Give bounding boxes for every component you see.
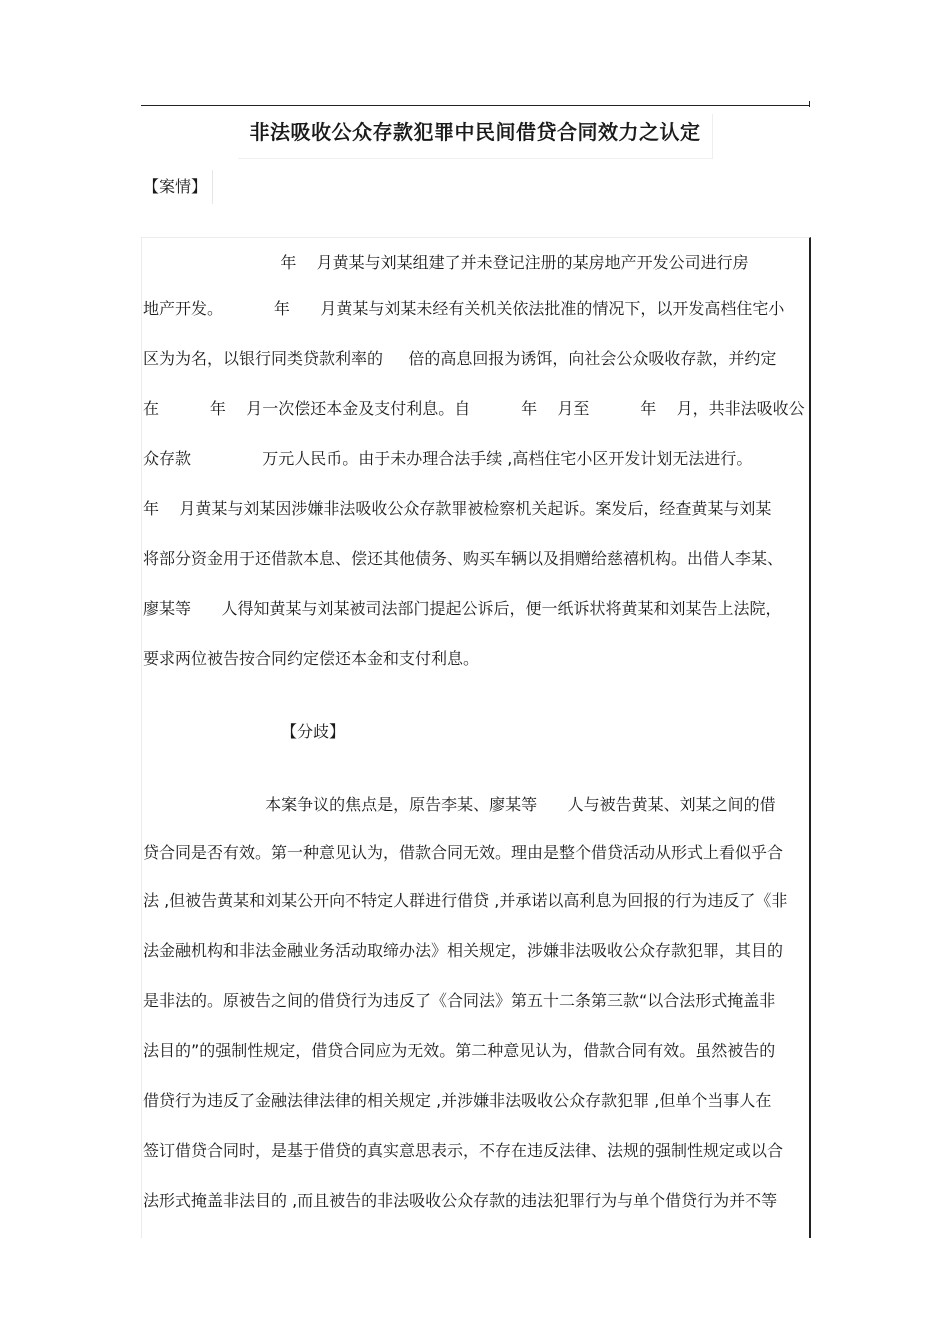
dispute-line: 法 ,但被告黄某和刘某公开向不特定人群进行借贷 ,并承诺以高利息为回报的行为违反了《非 [143, 891, 788, 910]
case-line: 众存款 万元人民币。由于未办理合法手续 ,高档住宅小区开发计划无法进行。 [143, 449, 753, 468]
dispute-line: 法目的”的强制性规定，借贷合同应为无效。第二种意见认为，借款合同有效。虽然被告的 [143, 1041, 776, 1060]
dispute-line: 法金融机构和非法金融业务活动取缔办法》相关规定，涉嫌非法吸收公众存款犯罪，其目的 [143, 941, 784, 960]
content-box [141, 237, 811, 1238]
case-line: 地产开发。 年 月黄某与刘某未经有关机关依法批准的情况下，以开发高档住宅小 [143, 299, 785, 318]
case-line: 在 年 月一次偿还本金及支付利息。自 年 月至 年 月，共非法吸收公 [143, 399, 805, 418]
case-line: 廖某等 人得知黄某与刘某被司法部门提起公诉后，便一纸诉状将黄某和刘某告上法院， [143, 599, 782, 618]
dispute-line: 是非法的。原被告之间的借贷行为违反了《合同法》第五十二条第三款“以合法形式掩盖非 [143, 991, 776, 1010]
dispute-line: 签订借贷合同时，是基于借贷的真实意思表示，不存在违反法律、法规的强制性规定或以合 [143, 1141, 784, 1160]
document-title: 非法吸收公众存款犯罪中民间借贷合同效力之认定 [238, 114, 713, 159]
case-line: 年 月黄某与刘某组建了并未登记注册的某房地产开发公司进行房 [143, 253, 749, 272]
dispute-line: 贷合同是否有效。第一种意见认为，借款合同无效。理由是整个借贷活动从形式上看似乎合 [143, 843, 784, 862]
dispute-heading: 【分歧】 [281, 722, 346, 741]
dispute-line: 本案争议的焦点是，原告李某、廖某等 人与被告黄某、刘某之间的借 [143, 795, 776, 814]
case-line: 将部分资金用于还借款本息、偿还其他债务、购买车辆以及捐赠给慈禧机构。出借人李某、 [143, 549, 784, 568]
case-line: 要求两位被告按合同约定偿还本金和支付利息。 [143, 649, 480, 668]
top-rule [141, 105, 810, 106]
case-heading: 【案情】 [141, 170, 213, 204]
dispute-line: 借贷行为违反了金融法律法律的相关规定 ,并涉嫌非法吸收公众存款犯罪 ,但单个当事人在 [143, 1091, 772, 1110]
top-rule-tick [809, 101, 810, 107]
case-line: 年 月黄某与刘某因涉嫌非法吸收公众存款罪被检察机关起诉。案发后，经查黄某与刘某 [143, 499, 772, 518]
dispute-line: 法形式掩盖非法目的 ,而且被告的非法吸收公众存款的违法犯罪行为与单个借贷行为并不等 [143, 1191, 778, 1210]
case-line: 区为为名，以银行同类贷款利率的 倍的高息回报为诱饵，向社会公众吸收存款，并约定 [143, 349, 777, 368]
